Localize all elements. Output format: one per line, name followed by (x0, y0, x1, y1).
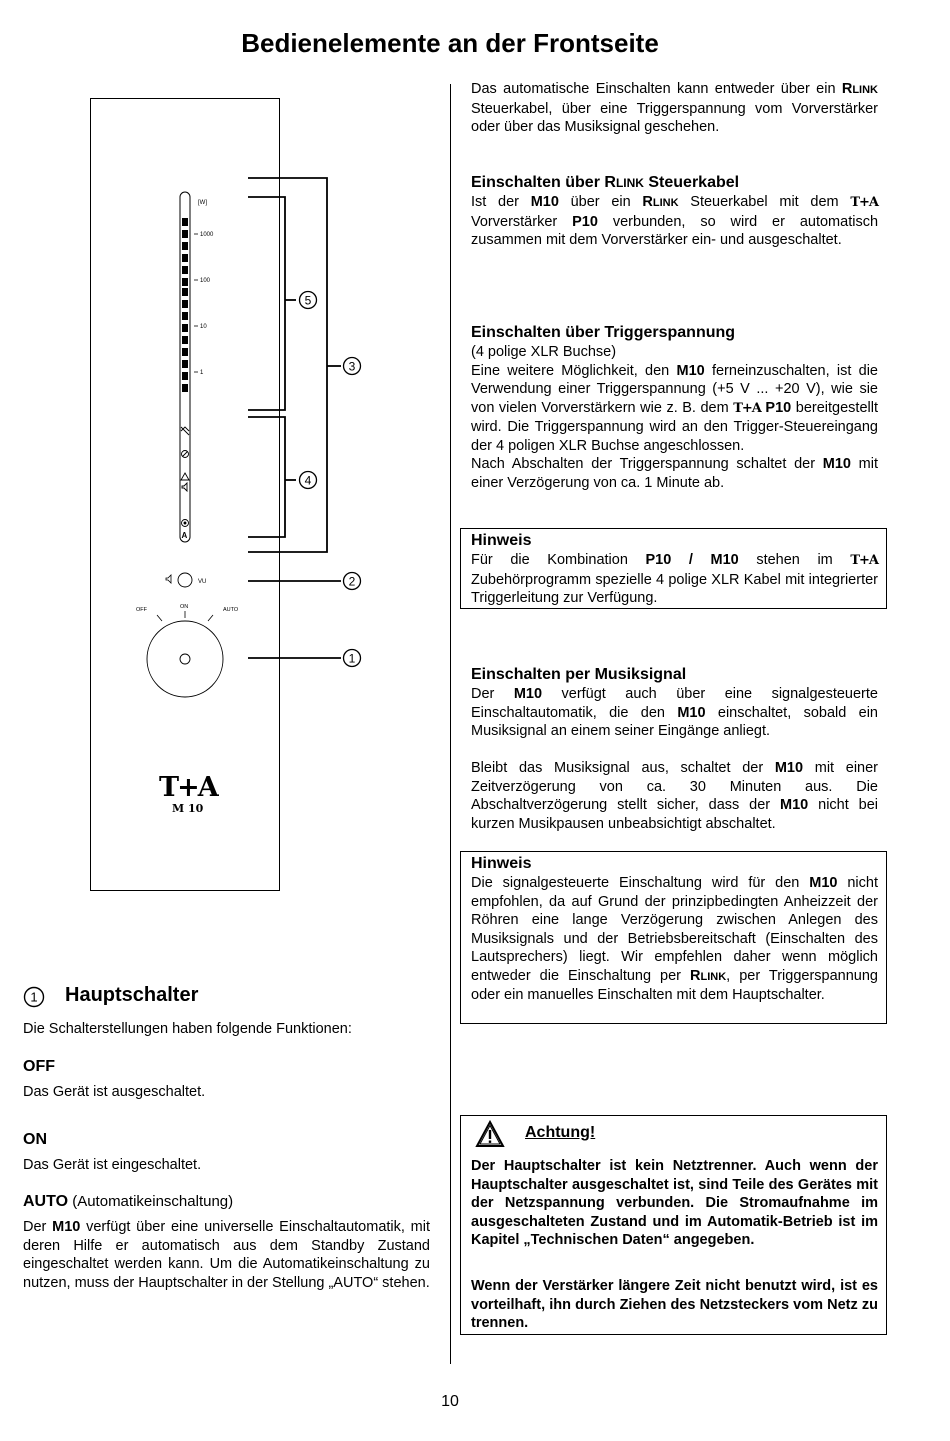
music-heading: Einschalten per Musiksignal (471, 666, 687, 683)
prohibit-indicator-icon (182, 451, 189, 458)
warning-indicator-icon (181, 473, 189, 480)
on-text: Das Gerät ist eingeschaltet. (23, 1157, 202, 1173)
trigger-heading: Einschalten über Triggerspannung (471, 324, 736, 341)
warning-triangle-icon (475, 1120, 505, 1148)
meter-scale-10: 10 (200, 324, 207, 330)
hinweis-box-2 (460, 851, 887, 1024)
column-divider (450, 84, 451, 1364)
brand-logo: T+A (159, 772, 217, 803)
auto-heading: AUTO (Automatikeinschaltung) (23, 1193, 234, 1210)
music-paragraph-2: Bleibt das Musiksignal aus, schaltet der M10 mit einer Zeitverzögerung von ca. 30 Minuten aus. Die Abschaltverzögerung stellt sicher, dass der M10 nicht bei kurzen Musikpausen unbeabsichtigt abschaltet. (471, 760, 879, 832)
callout-number-5: 5 (304, 293, 312, 308)
trigger-paragraph: (4 polige XLR Buchse) Eine weitere Möglichkeit, den M10 ferneinzuschalten, ist die Verwendung einer Triggerspannung (+5 V ... +20 V), wie sie von vielen Vorverstärkern wie z. B. dem T+A P10 bereitgestellt wird. Die Triggerspannung wird an den Trigger-Steuereingang der 4 poligen XLR Buchse angeschlossen. Nach Abschalten der Triggerspannung schaltet der M10 mit einer Verzögerung von ca. 1 Minute ab. (471, 344, 879, 491)
svg-text:1: 1 (30, 989, 38, 1005)
ta-logo: T+A (850, 195, 878, 210)
speaker-indicator-icon (182, 483, 187, 491)
switch-label-on: ON (180, 604, 189, 610)
meter-unit-label: [W] (198, 200, 207, 206)
speaker-icon (166, 575, 171, 583)
achtung-heading: Achtung! (525, 1124, 596, 1141)
rlink-heading: Einschalten über RLINK Steuerkabel (471, 174, 740, 191)
intro-paragraph: Das automatische Einschalten kann entweder über ein RLINK Steuerkabel, über eine Triggerspannung vom Vorverstärker oder über das Musiksignal geschehen. (471, 81, 878, 135)
hinweis-box-1 (460, 528, 887, 609)
hauptschalter-number-badge (23, 986, 45, 1008)
vu-button (178, 573, 192, 587)
callout-lines (230, 170, 370, 680)
hinweis-heading: Hinweis (471, 855, 532, 872)
meter-scale-100: 100 (200, 278, 211, 284)
achtung-box (460, 1115, 887, 1335)
off-text: Das Gerät ist ausgeschaltet. (23, 1084, 206, 1100)
hauptschalter-heading: Hauptschalter (65, 984, 199, 1006)
page-number: 10 (441, 1393, 459, 1410)
page-title: Bedienelemente an der Frontseite (241, 28, 659, 58)
achtung-text-1: Der Hauptschalter ist kein Netztrenner. Auch wenn der Hauptschalter ausgeschaltet ist, sind Teile des Gerätes mit der Netzspannung verbunden. Die Stromaufnahme im ausgeschalteten Zustand und im Automatik-Betrieb ist im Kapitel „Technischen Daten“ angegeben. (471, 1158, 878, 1248)
switch-label-off: OFF (136, 607, 147, 613)
ta-logo: T+A (733, 400, 761, 416)
hauptschalter-intro: Die Schalterstellungen haben folgende Funktionen: (23, 1021, 352, 1037)
music-paragraph-1: Der M10 verfügt auch über eine signalgesteuerte Einschaltautomatik, die den M10 einschaltet, sobald ein Musiksignal an einem seiner Eingänge anliegt. (471, 686, 878, 739)
target-indicator-icon (182, 520, 189, 527)
callout-number-2: 2 (348, 574, 356, 589)
hinweis-text: Für die Kombination P10 / M10 stehen im T+A Zubehörprogramm spezielle 4 polige XLR Kabel mit integrierter Triggerleitung zur Verfügung. (471, 552, 879, 606)
meter-bottom-letter: A (181, 531, 188, 540)
bracket-3 (248, 178, 327, 552)
meter-scale-1000: 1000 (200, 232, 214, 238)
meter-segments (182, 218, 188, 392)
model-label: M 10 (172, 802, 204, 815)
main-switch-knob (147, 621, 223, 697)
on-heading: ON (23, 1131, 47, 1148)
off-heading: OFF (23, 1058, 55, 1075)
switch-label-auto: AUTO (223, 607, 239, 613)
callout-number-3: 3 (348, 359, 356, 374)
callout-number-4: 4 (304, 473, 312, 488)
bracket-4 (248, 417, 285, 537)
auto-text: Der M10 verfügt über eine universelle Einschaltautomatik, mit deren Hilfe er automatisch aus dem Standby Zustand eingeschaltet werden kann. Um die Automatikeinschaltung zu nutzen, muss der Hauptschalter in der Stellung „AUTO“ stehen. (23, 1219, 430, 1291)
meter-scale-1: 1 (200, 370, 204, 376)
callout-number-1: 1 (348, 651, 356, 666)
hinweis-heading: Hinweis (471, 532, 532, 549)
vu-label: VU (198, 579, 207, 585)
bracket-5 (248, 197, 285, 410)
achtung-text-2: Wenn der Verstärker längere Zeit nicht benutzt wird, ist es vorteilhaft, ihn durch Ziehen des Netzsteckers vom Netz zu trennen. (471, 1278, 878, 1331)
tube-indicator-icon (181, 427, 189, 435)
hinweis-text: Die signalgesteuerte Einschaltung wird für den M10 nicht empfohlen, da auf Grund der prinzipbedingten Anheizzeit der Röhren eine lange Verzögerung zwischen Anlegen des Musiksignals und der Betriebsbereitschaft (Einschalten des Lautsprechers) liegt. Wir empfehlen daher wenn möglich entweder die Einschaltung per RLINK, per Triggerspannung oder ein manuelles Einschalten mit dem Hauptschalter. (471, 875, 878, 1003)
indicator-icons (181, 427, 189, 527)
rlink-paragraph: Ist der M10 über ein RLINK Steuerkabel mit dem T+A Vorverstärker P10 verbunden, so wird er automatisch zusammen mit dem Vorverstärker ein- und ausgeschaltet. (471, 194, 879, 248)
ta-logo: T+A (850, 553, 879, 568)
main-switch-center (180, 654, 190, 664)
